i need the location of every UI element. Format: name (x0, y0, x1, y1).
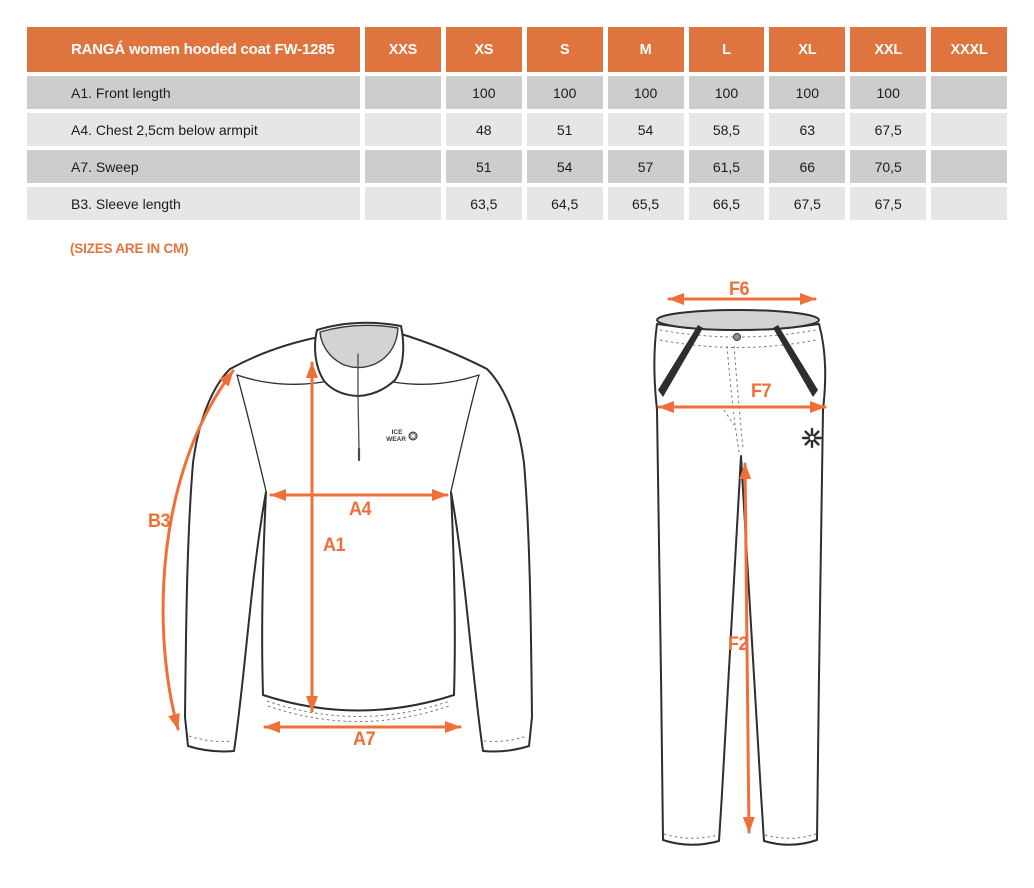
value-cell: 66 (769, 150, 845, 183)
size-header-xxl: XXL (850, 27, 926, 72)
pants-measure-label-f2: F2 (728, 634, 749, 655)
pants-measure-label-f6: F6 (729, 279, 750, 300)
value-cell: 100 (527, 76, 603, 109)
value-cell: 67,5 (850, 113, 926, 146)
jacket-diagram (130, 285, 550, 770)
jacket-measure-label-a7: A7 (353, 729, 376, 750)
value-cell: 100 (446, 76, 522, 109)
jacket-measure-label-b3: B3 (148, 511, 171, 532)
pants-diagram-svg (630, 278, 850, 868)
value-cell: 54 (608, 113, 684, 146)
pants-outline (654, 324, 825, 845)
value-cell: 67,5 (769, 187, 845, 220)
size-header-m: M (608, 27, 684, 72)
value-cell: 100 (689, 76, 765, 109)
pants-diagram (630, 278, 850, 868)
row-label: A4. Chest 2,5cm below armpit (27, 113, 360, 146)
value-cell: 100 (608, 76, 684, 109)
size-header-xxxl: XXXL (931, 27, 1007, 72)
size-header-l: L (689, 27, 765, 72)
value-cell: 63 (769, 113, 845, 146)
row-label: A1. Front length (27, 76, 360, 109)
jacket-diagram-svg (130, 285, 550, 770)
value-cell: 100 (850, 76, 926, 109)
value-cell: 61,5 (689, 150, 765, 183)
row-label: B3. Sleeve length (27, 187, 360, 220)
jacket-measure-label-a4: A4 (349, 499, 372, 520)
size-header-xl: XL (769, 27, 845, 72)
jacket-measure-label-a1: A1 (323, 535, 346, 556)
row-label: A7. Sweep (27, 150, 360, 183)
pants-measure-label-f7: F7 (751, 381, 772, 402)
jacket-collar (315, 323, 403, 396)
value-cell: 54 (527, 150, 603, 183)
table-title: RANGÁ women hooded coat FW-1285 (27, 27, 360, 72)
value-cell: 64,5 (527, 187, 603, 220)
snowflake-icon (409, 432, 418, 441)
size-header-s: S (527, 27, 603, 72)
value-cell (931, 187, 1007, 220)
snowflake-icon (803, 429, 821, 447)
value-cell: 70,5 (850, 150, 926, 183)
waist-button (734, 334, 741, 341)
value-cell: 100 (769, 76, 845, 109)
logo-text-wear: WEAR (386, 436, 406, 443)
value-cell: 66,5 (689, 187, 765, 220)
value-cell: 48 (446, 113, 522, 146)
value-cell: 63,5 (446, 187, 522, 220)
value-cell (365, 76, 441, 109)
value-cell (931, 150, 1007, 183)
value-cell (365, 150, 441, 183)
value-cell: 51 (446, 150, 522, 183)
value-cell: 67,5 (850, 187, 926, 220)
value-cell: 65,5 (608, 187, 684, 220)
sizes-in-cm-note: (SIZES ARE IN CM) (70, 241, 189, 256)
size-header-xxs: XXS (365, 27, 441, 72)
value-cell: 58,5 (689, 113, 765, 146)
value-cell (931, 113, 1007, 146)
logo-text-ice: ICE (391, 429, 403, 436)
value-cell: 57 (608, 150, 684, 183)
value-cell: 51 (527, 113, 603, 146)
value-cell (931, 76, 1007, 109)
size-header-xs: XS (446, 27, 522, 72)
value-cell (365, 113, 441, 146)
size-table (27, 27, 1007, 220)
value-cell (365, 187, 441, 220)
